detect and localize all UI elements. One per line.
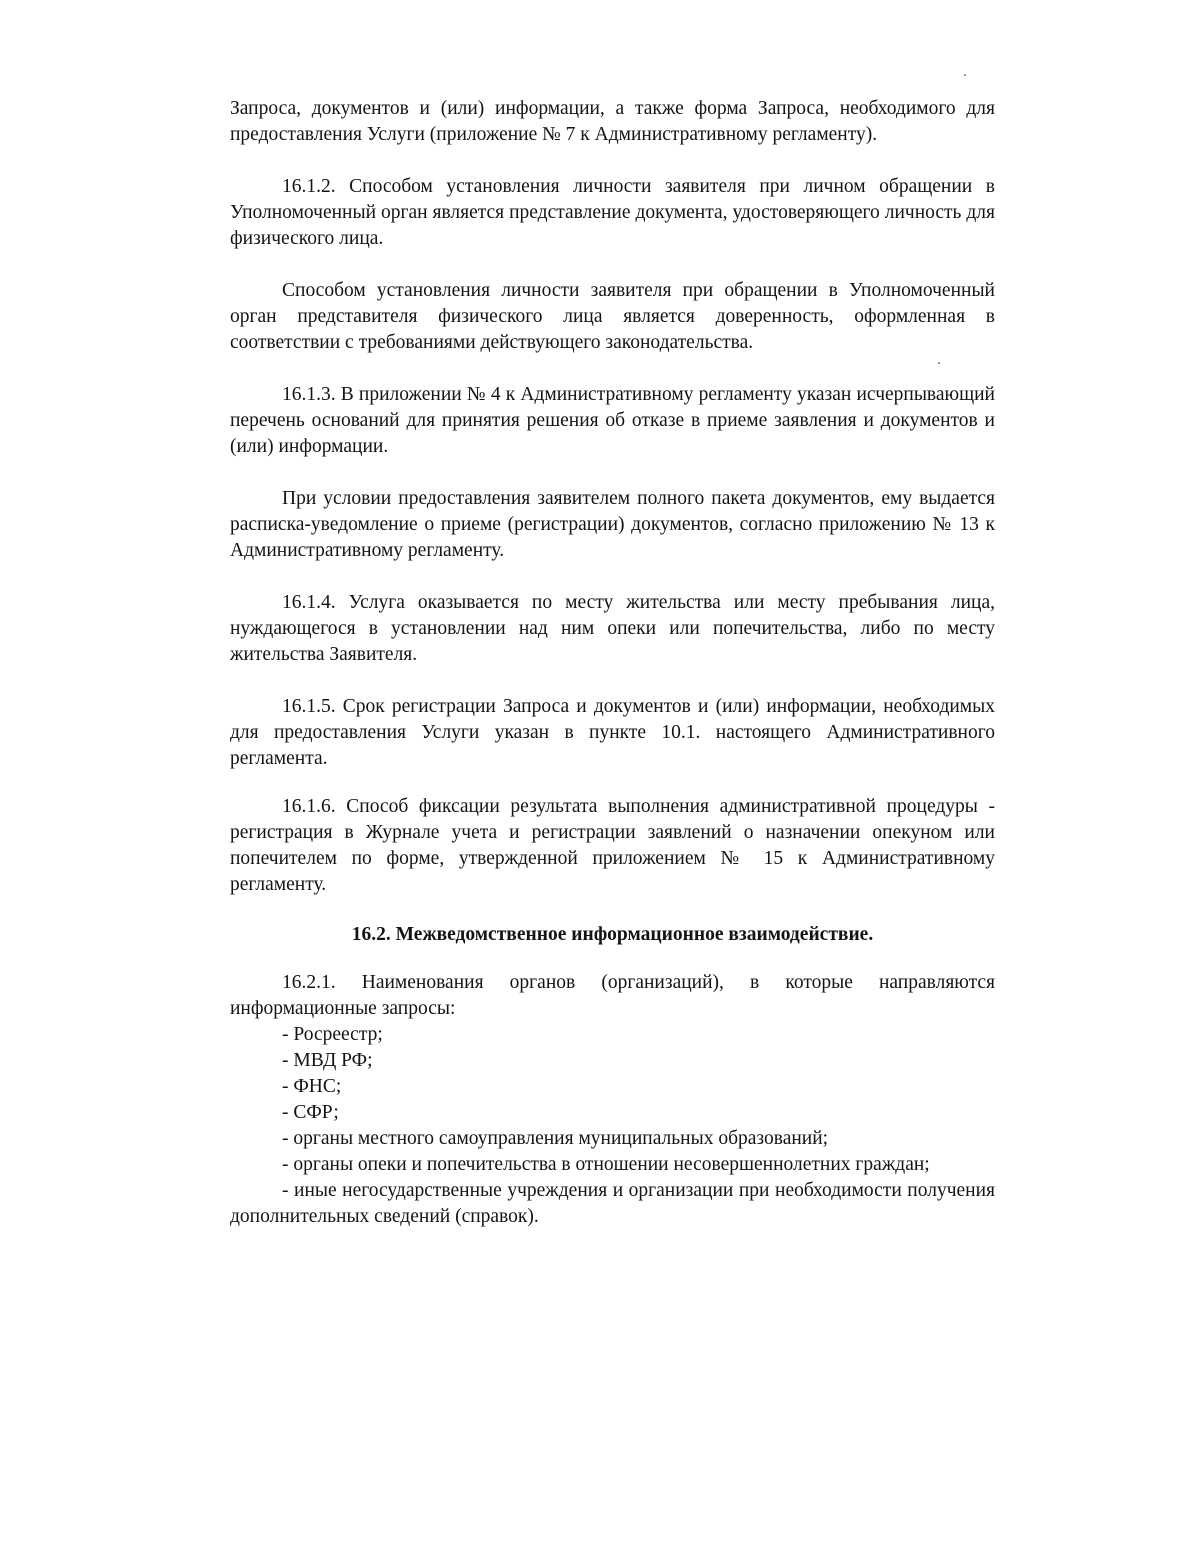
list-item: - органы местного самоуправления муниципальных образований; — [282, 1128, 829, 1149]
paragraph-continuation: Запроса, документов и (или) информации, а также форма Запроса, необходимого для предоставления Услуги (приложение № 7 к Административному регламенту). — [230, 98, 995, 145]
paragraph-16-1-6: 16.1.6. Способ фиксации результата выполнения административной процедуры - регистрация в Журнале учета и регистрации заявлений о назначении опекуном или попечителем по форме, утвержденной приложением № 15 к Административному регламенту. — [230, 796, 995, 895]
paragraph-16-2-1: 16.2.1. Наименования органов (организаций), в которые направляются информационные запросы: — [230, 972, 995, 1019]
agencies-list — [230, 1022, 995, 1230]
list-item: - органы опеки и попечительства в отношении несовершеннолетних граждан; — [282, 1154, 930, 1175]
list-item: - МВД РФ; — [282, 1050, 373, 1071]
paragraph-representative-identification: Способом установления личности заявителя при обращении в Уполномоченный орган представителя физического лица является доверенность, оформленная в соответствии с требованиями действующего законодательства. — [230, 280, 995, 353]
list-item: - Росреестр; — [282, 1024, 383, 1045]
paragraph-16-1-3: 16.1.3. В приложении № 4 к Административному регламенту указан исчерпывающий перечень оснований для принятия решения об отказе в приеме заявления и документов и (или) информации. — [230, 384, 995, 457]
scan-speck — [964, 74, 966, 76]
document-page — [230, 96, 995, 1230]
paragraph-receipt-notice: При условии предоставления заявителем полного пакета документов, ему выдается расписка-уведомление о приеме (регистрации) документов, согласно приложению № 13 к Административному регламенту. — [230, 488, 995, 561]
section-heading-16-2: 16.2. Межведомственное информационное взаимодействие. — [351, 924, 874, 945]
list-item: - ФНС; — [282, 1076, 342, 1097]
paragraph-16-1-4: 16.1.4. Услуга оказывается по месту жительства или месту пребывания лица, нуждающегося в установлении над ним опеки или попечительства, либо по месту жительства Заявителя. — [230, 592, 995, 665]
paragraph-16-1-5: 16.1.5. Срок регистрации Запроса и документов и (или) информации, необходимых для предоставления Услуги указан в пункте 10.1. настоящего Административного регламента. — [230, 696, 995, 769]
list-item: - иные негосударственные учреждения и организации при необходимости получения дополнительных сведений (справок). — [230, 1180, 995, 1227]
list-item: - СФР; — [282, 1102, 339, 1123]
paragraph-16-1-2: 16.1.2. Способом установления личности заявителя при личном обращении в Уполномоченный орган является представление документа, удостоверяющего личность для физического лица. — [230, 176, 995, 249]
